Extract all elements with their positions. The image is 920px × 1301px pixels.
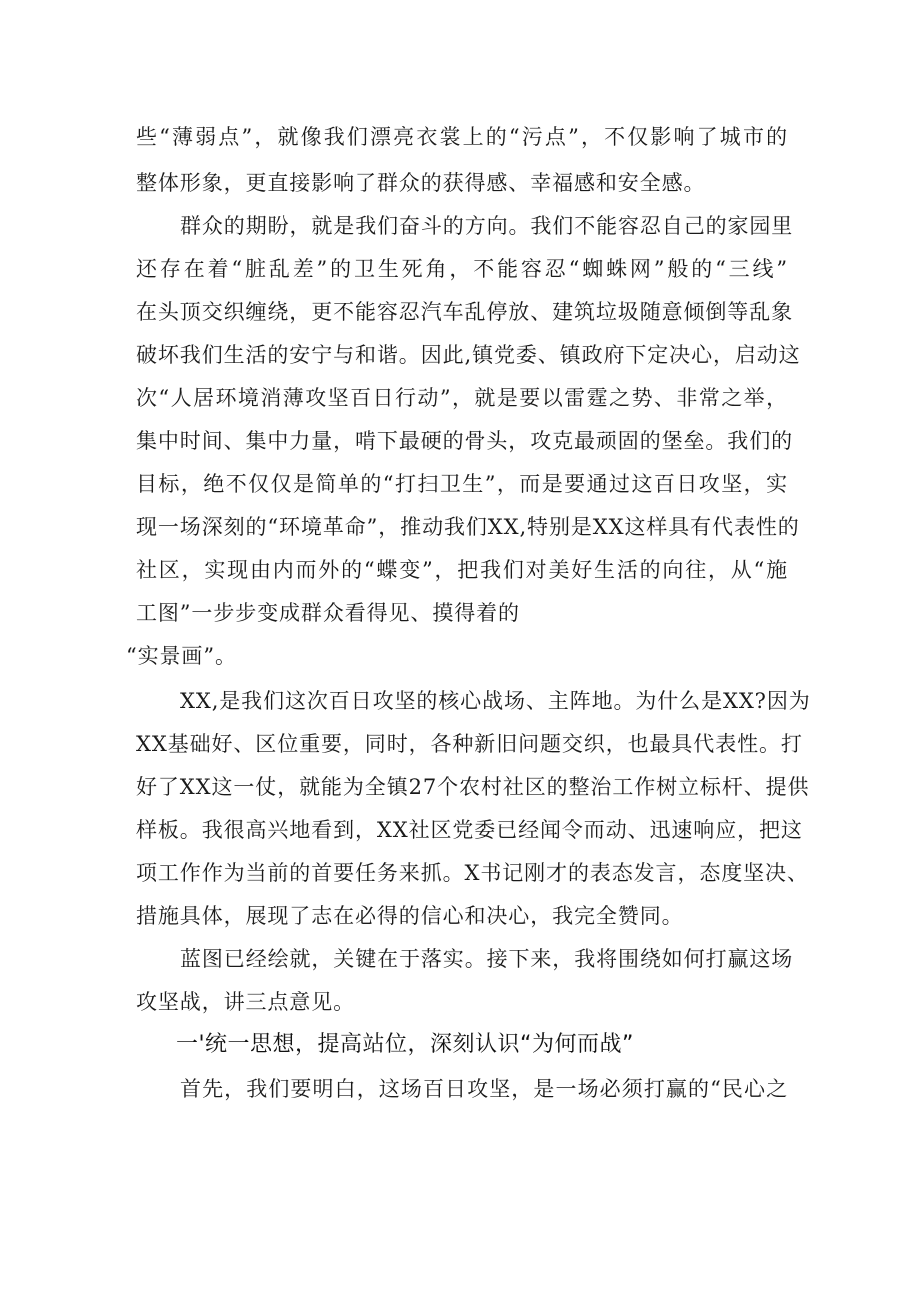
body-text-line: 群众的期盼，就是我们奋斗的方向。我们不能容忍自己的家园里 (180, 214, 794, 238)
body-text-line: “实景画”。 (126, 644, 237, 668)
body-text-line: 工图”一步步变成群众看得见、摸得着的 (136, 601, 520, 625)
body-text-line: 社区，实现由内而外的“蝶变”，把我们对美好生活的向往，从“施 (136, 558, 788, 582)
body-text-line: 整体形象，更直接影响了群众的获得感、幸福感和安全感。 (136, 171, 706, 195)
body-text-line: 蓝图已经绘就，关键在于落实。接下来，我将围绕如何打赢这场 (180, 947, 794, 971)
body-text-line: 破坏我们生活的安宁与和谐。因此,镇党委、镇政府下定决心，启动这 (136, 343, 801, 367)
section-heading: 一'统一思想，提高站位，深刻认识“为何而战” (176, 1032, 634, 1057)
body-text-line: 样板。我很高兴地看到，XX社区党委已经闻令而动、迅速响应，把这 (136, 818, 803, 842)
body-text-line: 现一场深刻的“环境革命”，推动我们XX,特别是XX这样具有代表性的 (136, 515, 800, 539)
body-text-line: 还存在着“脏乱差”的卫生死角，不能容忍“蜘蛛网”般的“三线” (136, 257, 788, 281)
body-text-line: XX基础好、区位重要，同时，各种新旧问题交织，也最具代表性。打 (136, 732, 803, 756)
body-text-line: 目标，绝不仅仅是简单的“打扫卫生”，而是要通过这百日攻坚，实 (136, 472, 788, 496)
body-text-line: 措施具体，展现了志在必得的信心和决心，我完全赞同。 (136, 904, 684, 928)
body-text-line: 好了XX这一仗，就能为全镇27个农村社区的整治工作树立标杆、提供 (136, 775, 810, 799)
body-text-line: 次“人居环境消薄攻坚百日行动”，就是要以雷霆之势、非常之举， (136, 386, 788, 410)
body-text-line: 攻坚战，讲三点意见。 (136, 990, 355, 1014)
body-text-line: XX,是我们这次百日攻坚的核心战场、主阵地。为什么是XX?因为 (180, 689, 811, 713)
body-text-line: 项工作作为当前的首要任务来抓。X书记刚才的表态发言，态度坚决、 (136, 861, 809, 885)
body-text-line: 在头顶交织缠绕，更不能容忍汽车乱停放、建筑垃圾随意倾倒等乱象 (136, 300, 793, 324)
body-text-line: 集中时间、集中力量，啃下最硬的骨头，攻克最顽固的堡垒。我们的 (136, 429, 793, 453)
body-text-line: 首先，我们要明白，这场百日攻坚，是一场必须打赢的“民心之 (180, 1077, 788, 1101)
body-text-line: 些“薄弱点”，就像我们漂亮衣裳上的“污点”，不仅影响了城市的 (136, 125, 788, 149)
